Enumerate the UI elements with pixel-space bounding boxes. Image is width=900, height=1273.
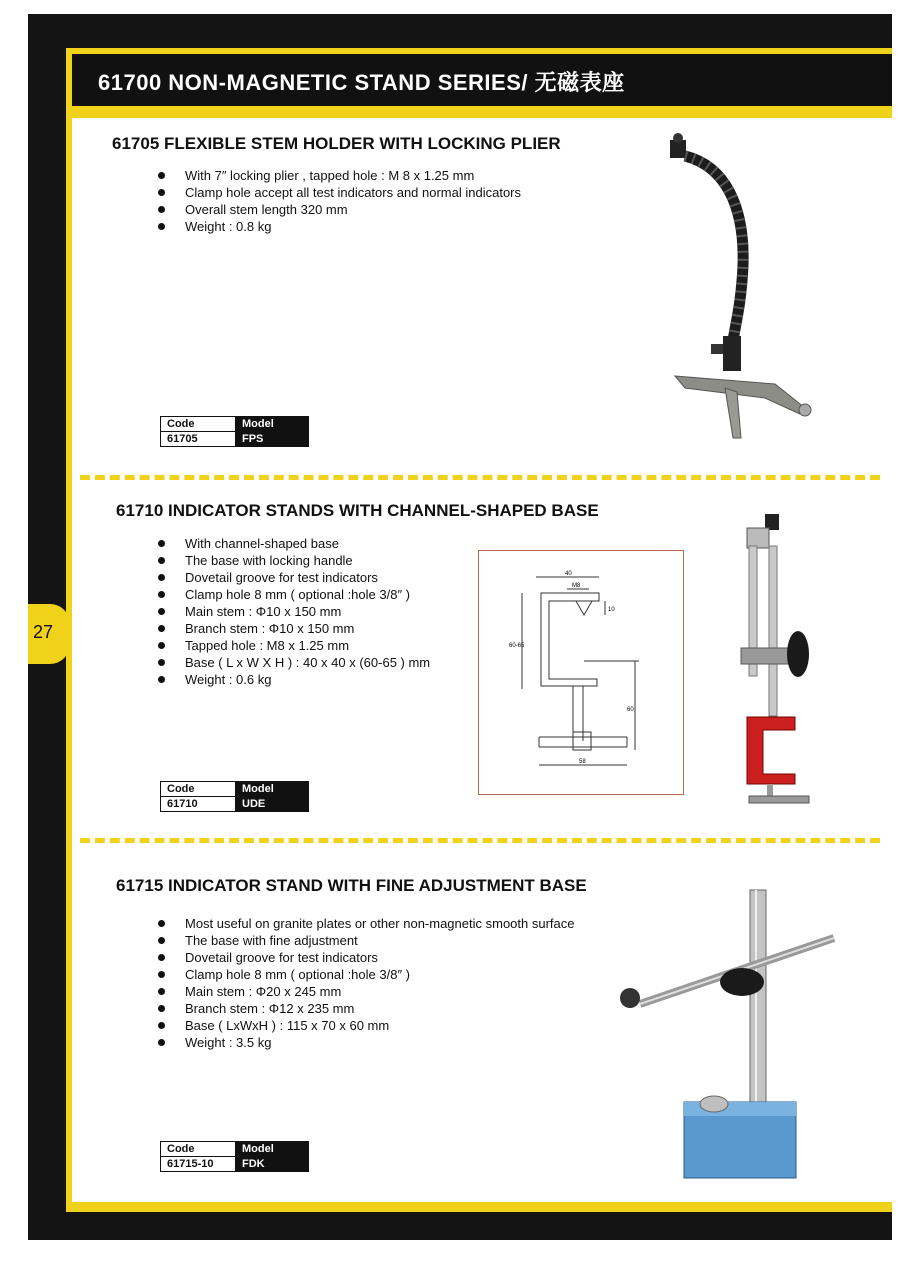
code-value: 61715-10 bbox=[161, 1157, 236, 1172]
list-item: Branch stem : Φ10 x 150 mm bbox=[158, 620, 430, 637]
fine-adjustment-stand-image bbox=[610, 886, 842, 1182]
code-table-61715 bbox=[160, 1141, 309, 1172]
section-title-61705: 61705 FLEXIBLE STEM HOLDER WITH LOCKING PLIER bbox=[112, 134, 561, 153]
code-table-61710 bbox=[160, 781, 309, 812]
list-item: Weight : 3.5 kg bbox=[158, 1034, 575, 1051]
flexible-stem-holder-image bbox=[655, 126, 820, 448]
model-value: FDK bbox=[236, 1157, 309, 1172]
list-item: Branch stem : Φ12 x 235 mm bbox=[158, 1000, 575, 1017]
section-title-61715: 61715 INDICATOR STAND WITH FINE ADJUSTMENT BASE bbox=[116, 876, 587, 895]
list-item: Tapped hole : M8 x 1.25 mm bbox=[158, 637, 430, 654]
model-header: Model bbox=[236, 1142, 309, 1157]
model-value: FPS bbox=[236, 432, 309, 447]
technical-drawing bbox=[478, 550, 684, 795]
code-table-61705 bbox=[160, 416, 309, 447]
list-item: Dovetail groove for test indicators bbox=[158, 949, 575, 966]
dim-label-10: 10 bbox=[608, 607, 615, 613]
page-number: 27 bbox=[33, 622, 54, 642]
section-title-61710: 61710 INDICATOR STANDS WITH CHANNEL-SHAPED BASE bbox=[116, 501, 599, 520]
list-item: Clamp hole accept all test indicators and normal indicators bbox=[158, 184, 521, 201]
list-item: Dovetail groove for test indicators bbox=[158, 569, 430, 586]
bullet-list-61705 bbox=[158, 167, 521, 235]
dim-label-60: 60 bbox=[627, 707, 634, 713]
code-header: Code bbox=[161, 1142, 236, 1157]
model-value: UDE bbox=[236, 797, 309, 812]
dim-label-m8: M8 bbox=[572, 583, 581, 589]
model-header: Model bbox=[236, 417, 309, 432]
dim-label-40: 40 bbox=[565, 571, 572, 577]
model-header: Model bbox=[236, 782, 309, 797]
code-header: Code bbox=[161, 417, 236, 432]
page-title: 61700 NON-MAGNETIC STAND SERIES/ 无磁表座 bbox=[98, 70, 625, 95]
code-header: Code bbox=[161, 782, 236, 797]
list-item: With 7″ locking plier , tapped hole : M 8 x 1.25 mm bbox=[158, 167, 521, 184]
list-item: Main stem : Φ20 x 245 mm bbox=[158, 983, 575, 1000]
list-item: Overall stem length 320 mm bbox=[158, 201, 521, 218]
list-item: Most useful on granite plates or other non-magnetic smooth surface bbox=[158, 915, 575, 932]
list-item: Clamp hole 8 mm ( optional :hole 3/8″ ) bbox=[158, 586, 430, 603]
list-item: The base with locking handle bbox=[158, 552, 430, 569]
code-value: 61710 bbox=[161, 797, 236, 812]
dim-label-60-65: 60-65 bbox=[509, 643, 525, 649]
bullet-list-61710 bbox=[158, 535, 430, 688]
list-item: Main stem : Φ10 x 150 mm bbox=[158, 603, 430, 620]
list-item: Base ( L x W X H ) : 40 x 40 x (60-65 ) mm bbox=[158, 654, 430, 671]
list-item: The base with fine adjustment bbox=[158, 932, 575, 949]
list-item: Base ( LxWxH ) : 115 x 70 x 60 mm bbox=[158, 1017, 575, 1034]
list-item: Weight : 0.8 kg bbox=[158, 218, 521, 235]
dim-label-58: 58 bbox=[579, 759, 586, 765]
section-divider bbox=[80, 838, 880, 843]
list-item: With channel-shaped base bbox=[158, 535, 430, 552]
bullet-list-61715 bbox=[158, 915, 575, 1051]
list-item: Weight : 0.6 kg bbox=[158, 671, 430, 688]
section-divider bbox=[80, 475, 880, 480]
channel-base-drawing bbox=[479, 551, 683, 794]
channel-base-stand-image bbox=[735, 512, 825, 810]
list-item: Clamp hole 8 mm ( optional :hole 3/8″ ) bbox=[158, 966, 575, 983]
code-value: 61705 bbox=[161, 432, 236, 447]
